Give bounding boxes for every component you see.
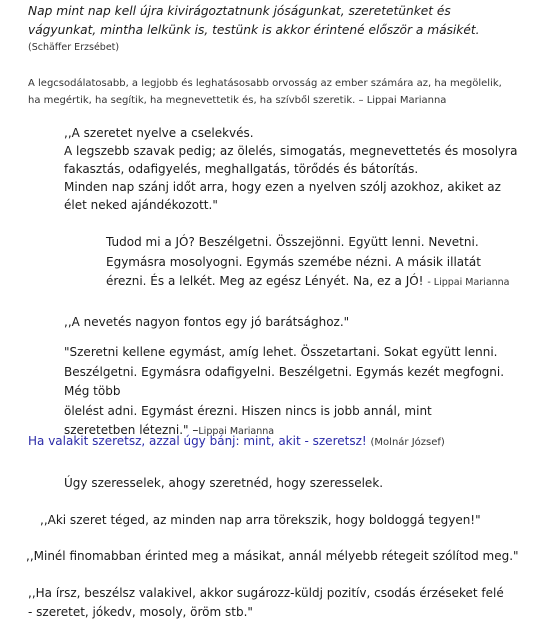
quote-4-source: - Lippai Marianna	[427, 277, 510, 288]
quote-2-line-2: ha megértik, ha segítik, ha megnevettetik és, ha szívből szeretik. – Lippai Marianna	[28, 94, 447, 106]
quote-2	[28, 76, 533, 109]
quote-3-line-3: fakasztás, odafigyelés, meghallgatás, törődés és bátorítás.	[64, 162, 419, 176]
quote-11-line-1: ,,Ha írsz, beszélsz valakivel, akkor sugározz-küldj pozitív, csodás érzéseket felé	[28, 586, 504, 600]
quote-8-text: Úgy szeresselek, ahogy szeretnéd, hogy szeresselek.	[64, 476, 384, 490]
quote-1-line-1: Nap mint nap kell újra kivirágoztatnunk jóságunkat, szeretetünket és	[28, 4, 451, 18]
quote-3-line-1: ,,A szeretet nyelve a cselekvés.	[64, 126, 254, 140]
quote-1-source: (Schäffer Erzsébet)	[28, 42, 120, 53]
quote-11	[28, 584, 533, 622]
quote-6-line-4-text: szeretetben létezni." –	[64, 423, 199, 437]
quote-6-line-1: "Szeretni kellene egymást, amíg lehet. Összetartani. Sokat együtt lenni.	[64, 345, 498, 359]
quote-5-line-1: ,,A nevetés nagyon fontos egy jó barátsághoz."	[64, 315, 350, 329]
quote-2-line-1: A legcsodálatosabb, a legjobb és leghatásosabb orvosság az ember számára az, ha megölelik,	[28, 78, 502, 89]
quote-4	[106, 233, 536, 293]
quote-3-line-4: Minden nap szánj időt arra, hogy ezen a nyelven szólj azokhoz, akiket az	[64, 180, 501, 194]
quote-3-line-2: A legszebb szavak pedig; az ölelés, simogatás, megnevettetés és mosolyra	[64, 144, 518, 158]
quote-5	[64, 313, 526, 331]
quote-8	[64, 474, 526, 492]
quote-11-line-2: - szeretet, jókedv, mosoly, öröm stb."	[28, 605, 253, 619]
quote-1-line-2: vágyunkat, mintha lelkünk is, testünk is akkor érintené először a másikét.	[28, 23, 480, 37]
quote-9	[40, 511, 535, 529]
quote-7-text: Ha valakit szeretsz, azzal úgy bánj: mint, akit - szeretsz!	[28, 434, 367, 448]
quote-3	[64, 124, 526, 214]
quote-6-line-3: ölelést adni. Egymást érezni. Hiszen nincs is jobb annál, mint	[64, 403, 432, 418]
quote-6	[64, 343, 526, 442]
quote-6-source: Lippai Marianna	[198, 426, 275, 437]
quote-10	[26, 547, 536, 565]
quote-3-line-5: élet neked ajándékozott."	[64, 198, 218, 212]
quote-4-line-1: Tudod mi a JÓ? Beszélgetni. Összejönni. Együtt lenni. Nevetni.	[106, 235, 479, 249]
quote-10-text: ,,Minél finomabban érinted meg a másikat, annál mélyebb rétegeit szólítod meg."	[26, 549, 519, 563]
quote-9-text: ,,Aki szeret téged, az minden nap arra törekszik, hogy boldoggá tegyen!"	[40, 513, 481, 527]
quote-1	[28, 2, 533, 56]
quote-7-line	[28, 432, 533, 452]
quote-4-line-3-text: érezni. És a lelkét. Meg az egész Lényét. Na, ez a JÓ!	[106, 274, 424, 288]
quote-7-source: (Molnár József)	[370, 437, 445, 448]
quote-7	[28, 432, 533, 452]
quote-6-line-2: Beszélgetni. Egymásra odafigyelni. Beszélgetni. Egymás kezét megfogni. Még több	[64, 364, 505, 398]
quote-4-line-2: Egymásra mosolyogni. Egymás szemébe nézni. A másik illatát	[106, 254, 481, 269]
quote-4-line-3	[106, 272, 536, 293]
